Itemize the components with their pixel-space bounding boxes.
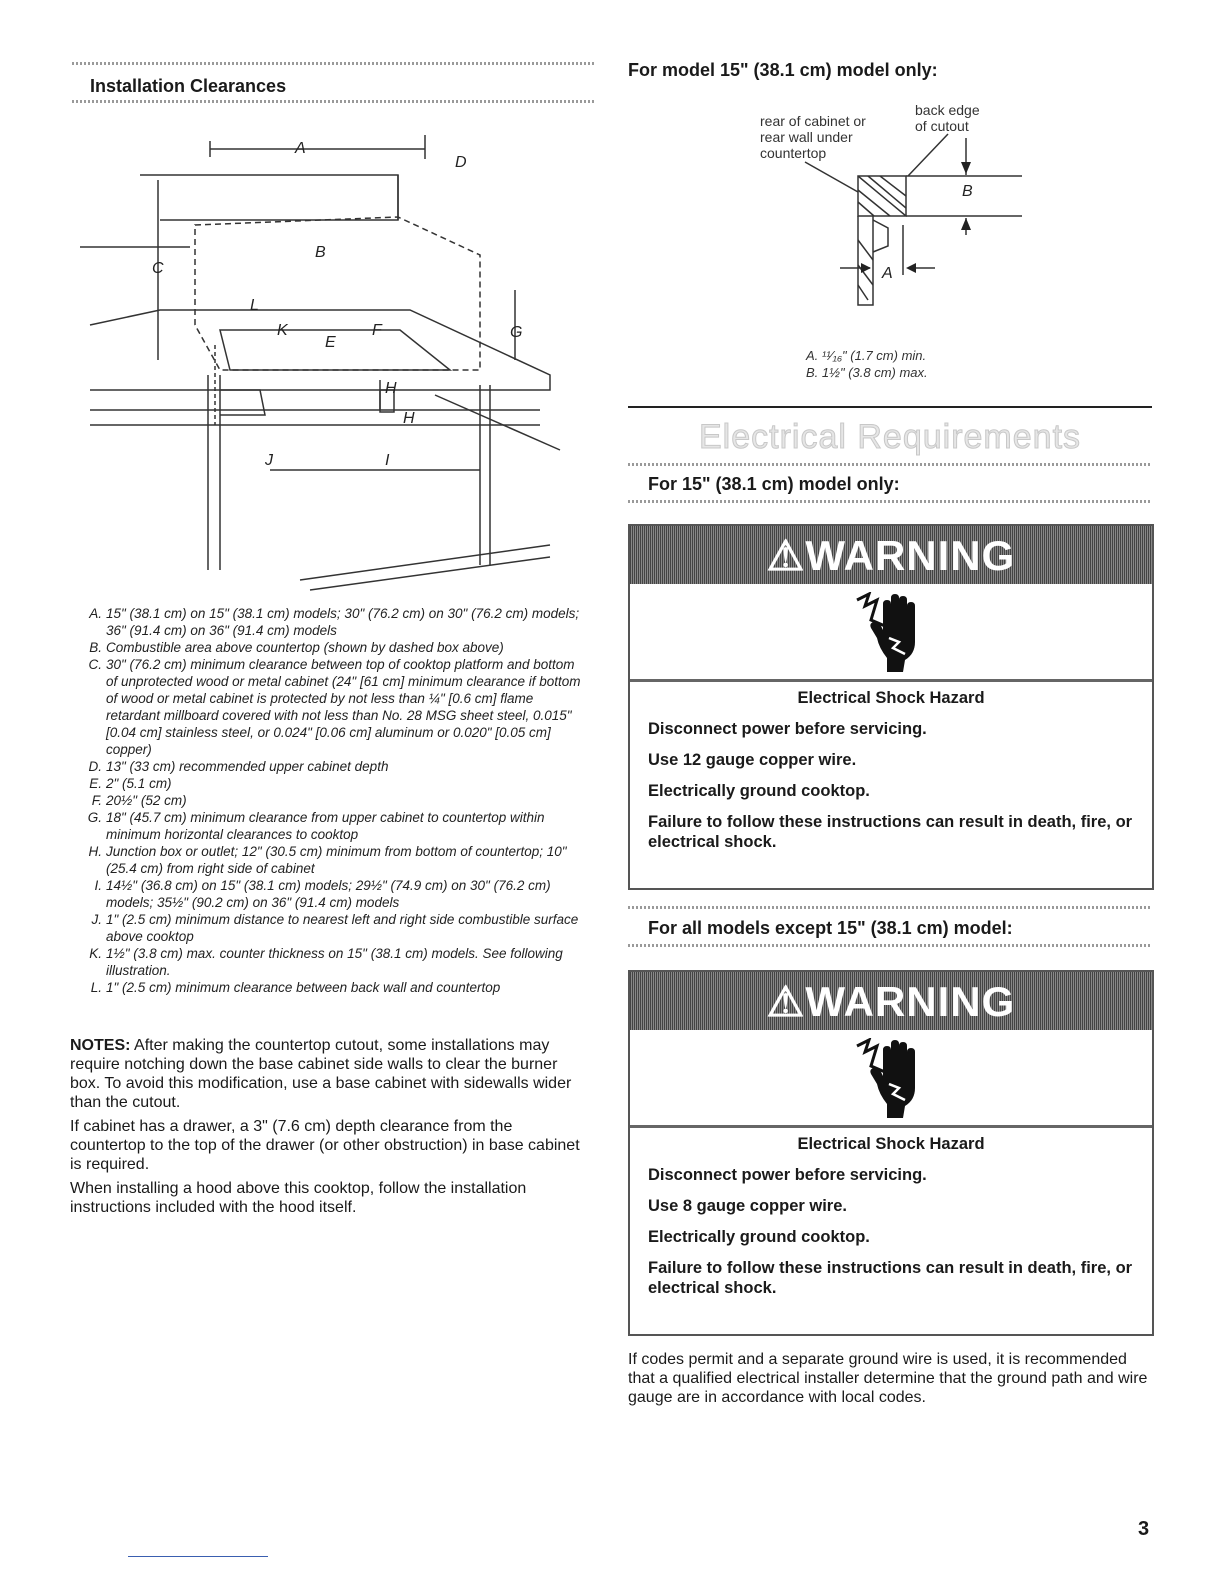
legend-item-b: B. Combustible area above countertop (shown by dashed box above) — [89, 640, 504, 655]
warning-line-gauge: Use 8 gauge copper wire. — [648, 1197, 847, 1215]
warning-hazard-title: Electrical Shock Hazard — [797, 1135, 985, 1153]
diagram-label-a: A — [295, 140, 306, 157]
warning-line-gauge: Use 12 gauge copper wire. — [648, 751, 857, 769]
legend-item-d: D. 13" (33 cm) recommended upper cabinet depth — [88, 759, 389, 774]
ground-wire-paragraph: If codes permit and a separate ground wire is used, it is recommended that a qualified electrical installer determine that the ground path and wire gauge are in accordance with local codes. — [628, 1351, 1148, 1406]
legend-item-k: K. 1½" (3.8 cm) max. counter thickness on 15" (38.1 cm) models. See following illustration. — [89, 946, 563, 978]
warning-line-failure: Failure to follow these instructions can result in death, fire, or electrical shock. — [648, 813, 1133, 851]
electric-shock-hand-icon — [855, 1038, 927, 1118]
warning-box-all-models — [628, 970, 1154, 1336]
shock-hazard-icon-area — [630, 584, 1152, 682]
diagram-label-d: D — [455, 154, 467, 171]
sub2-top-dotted-rule — [628, 906, 1152, 909]
shock-hazard-icon-area — [630, 1030, 1152, 1128]
heading-dotted-rule — [72, 100, 594, 103]
notes-section — [70, 1036, 592, 1222]
detail-caption-b: B. 1½" (3.8 cm) max. — [806, 365, 928, 380]
sub2-dotted-rule — [628, 944, 1152, 947]
sub1-dotted-rule — [628, 500, 1152, 503]
page-number: 3 — [1138, 1518, 1150, 1540]
diagram-label-l: L — [250, 297, 259, 314]
detail-label-back-2: of cutout — [915, 118, 969, 134]
legend-item-h: H. Junction box or outlet; 12" (30.5 cm) minimum from bottom of countertop; 10" (25.4 cm) from right side of cabinet — [88, 844, 567, 876]
diagram-label-i: I — [385, 452, 390, 469]
detail-label-back-1: back edge — [915, 102, 980, 118]
detail-label-rear-2: rear wall under — [760, 129, 853, 145]
detail-label-b: B — [962, 183, 973, 200]
installation-clearance-diagram — [80, 125, 580, 595]
detail-label-rear-1: rear of cabinet or — [760, 113, 866, 129]
diagram-label-h-side: H — [403, 410, 415, 427]
legend-item-a: A. 15" (38.1 cm) on 15" (38.1 cm) models; 30" (76.2 cm) on 30" (76.2 cm) models; 36" (91.4 cm) on 36" (91.4 cm) models — [89, 606, 580, 638]
warning-hazard-title: Electrical Shock Hazard — [797, 689, 985, 707]
legend-item-j: J. 1" (2.5 cm) minimum distance to nearest left and right side combustible surface above cooktop — [91, 912, 579, 944]
notes-label: NOTES: — [70, 1037, 131, 1054]
notes-paragraph — [70, 1036, 592, 1112]
model-15-heading: For model 15" (38.1 cm) model only: — [628, 60, 938, 80]
warning-banner — [630, 972, 1152, 1030]
detail-caption-a: A. ¹¹⁄₁₆" (1.7 cm) min. — [806, 348, 927, 363]
legend-item-l: L. 1" (2.5 cm) minimum clearance between back wall and countertop — [90, 980, 501, 995]
legend-item-g: G. 18" (45.7 cm) minimum clearance from upper cabinet to countertop within minimum horizontal clearances to cooktop — [87, 810, 545, 842]
detail-label-a: A — [882, 265, 893, 282]
counter-thickness-detail-diagram — [740, 100, 1040, 315]
detail-captions — [806, 347, 928, 381]
warning-box-15-model — [628, 524, 1154, 890]
section-divider — [628, 406, 1152, 408]
diagram-label-f: F — [372, 322, 382, 339]
footer-line — [128, 1556, 268, 1557]
legend-item-i: I. 14½" (36.8 cm) on 15" (38.1 cm) models; 29½" (74.9 cm) on 30" (76.2 cm) models; 35½" (90.2 cm) on 36" (91.4 cm) models — [94, 878, 551, 910]
hood-paragraph: When installing a hood above this cooktop, follow the installation instructions included with the hood itself. — [70, 1180, 527, 1216]
warning-text — [630, 1128, 1152, 1321]
electric-shock-hand-icon — [855, 592, 927, 672]
drawer-paragraph: If cabinet has a drawer, a 3" (7.6 cm) depth clearance from the countertop to the top of the drawer (or other obstruction) in base cabinet is required. — [70, 1118, 580, 1173]
warning-line-ground: Electrically ground cooktop. — [648, 1228, 870, 1246]
diagram-label-c: C — [152, 260, 164, 277]
legend-item-c: C. 30" (76.2 cm) minimum clearance between top of cooktop platform and bottom of unprotected wood or metal cabinet (24" [61 cm] minimum clearance if bottom of wood or metal cabinet is protected by not less than ¼" [0.6 cm] flame retardant millboard covered with not less than No. 28 MSG sheet steel, 0.015" [0.04 cm] stainless steel, or 0.024" [0.06 cm] aluminum or 0.020" [0.05 cm] copper) — [88, 657, 581, 757]
warning-banner-text: ⚠WARNING — [766, 977, 1016, 1025]
warning-text — [630, 682, 1152, 875]
diagram-label-j: J — [265, 452, 273, 469]
notes-text: After making the countertop cutout, some installations may require notching down the base cabinet side walls to clear the burner box. To avoid this modification, use a base cabinet with sidewalls wider than the cutout. — [70, 1037, 572, 1111]
warning-line-disconnect: Disconnect power before servicing. — [648, 720, 927, 738]
diagram-label-k: K — [277, 322, 288, 339]
diagram-label-h-top: H — [385, 380, 397, 397]
diagram-legend — [76, 605, 586, 996]
elec-dotted-rule — [628, 463, 1152, 466]
all-models-subheading: For all models except 15" (38.1 cm) model: — [648, 918, 1013, 938]
warning-line-ground: Electrically ground cooktop. — [648, 782, 870, 800]
installation-clearances-heading: Installation Clearances — [90, 76, 287, 96]
warning-banner — [630, 526, 1152, 584]
legend-item-e: E. 2" (5.1 cm) — [89, 776, 172, 791]
diagram-label-g: G — [510, 324, 523, 341]
model-15-subheading: For 15" (38.1 cm) model only: — [648, 474, 900, 494]
legend-item-f: F. 20½" (52 cm) — [91, 793, 187, 808]
warning-banner-text: ⚠WARNING — [766, 531, 1016, 579]
warning-line-failure: Failure to follow these instructions can result in death, fire, or electrical shock. — [648, 1259, 1133, 1297]
detail-label-rear-3: countertop — [760, 145, 827, 161]
diagram-label-b: B — [315, 244, 326, 261]
diagram-label-e: E — [325, 334, 336, 351]
electrical-requirements-title: Electrical Requirements — [698, 418, 1082, 456]
top-dotted-rule — [72, 62, 594, 65]
warning-line-disconnect: Disconnect power before servicing. — [648, 1166, 927, 1184]
